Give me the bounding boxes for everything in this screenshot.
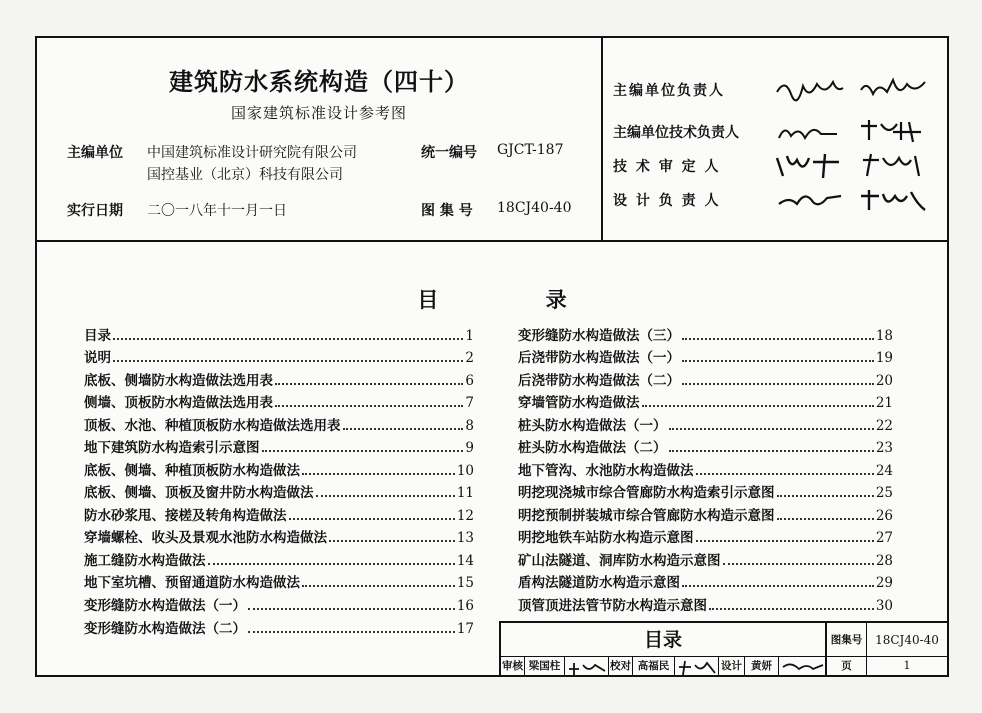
leader-dots xyxy=(262,440,464,452)
toc-entry-name: 说明 xyxy=(84,350,111,366)
editor-unit-label: 主编单位 xyxy=(67,145,123,161)
leader-dots xyxy=(329,530,455,542)
toc-entry[interactable] xyxy=(84,594,474,614)
leader-dots xyxy=(669,418,874,430)
reviewer-label: 审核 xyxy=(501,657,525,677)
toc-entry[interactable] xyxy=(518,549,893,569)
leader-dots xyxy=(723,553,874,565)
toc-entry[interactable] xyxy=(84,391,474,411)
leader-dots xyxy=(696,463,874,475)
toc-entry-page: 2 xyxy=(465,350,474,366)
editor-unit-line2: 国控基业（北京）科技有限公司 xyxy=(147,167,343,183)
toc-entry-name: 桩头防水构造做法（一） xyxy=(518,418,667,434)
leader-dots xyxy=(248,598,455,610)
toc-entry-name: 顶板、水池、种植顶板防水构造做法选用表 xyxy=(84,418,341,434)
checker-signature xyxy=(675,657,719,677)
leader-dots xyxy=(682,373,874,385)
toc-entry[interactable] xyxy=(84,459,474,479)
toc-entry-name: 防水砂浆甩、接槎及转角构造做法 xyxy=(84,508,287,524)
approval-row xyxy=(613,150,943,180)
toc-entry-page: 26 xyxy=(875,508,893,524)
leader-dots xyxy=(642,395,874,407)
toc-entry-name: 变形缝防水构造做法（三） xyxy=(518,328,680,344)
toc-entry-page: 15 xyxy=(456,575,474,591)
atlas-number: 18CJ40-40 xyxy=(497,200,572,216)
toc-entry[interactable] xyxy=(518,436,893,456)
toc-entry-name: 底板、侧墙防水构造做法选用表 xyxy=(84,373,273,389)
toc-entry[interactable] xyxy=(84,324,474,344)
toc-entry[interactable] xyxy=(518,414,893,434)
toc-entry-name: 穿墙螺栓、收头及景观水池防水构造做法 xyxy=(84,530,327,546)
leader-dots xyxy=(777,508,874,520)
toc-entry-name: 底板、侧墙、顶板及窗井防水构造做法 xyxy=(84,485,314,501)
leader-dots xyxy=(113,328,463,340)
approval-role: 主编单位负责人 xyxy=(613,83,725,99)
title-block xyxy=(499,621,947,677)
designer-name: 黄妍 xyxy=(745,657,779,677)
toc-entry-page: 6 xyxy=(465,373,474,389)
header xyxy=(37,38,947,242)
leader-dots xyxy=(682,575,874,587)
toc-entry-name: 变形缝防水构造做法（一） xyxy=(84,598,246,614)
atlas-subtitle: 国家建筑标准设计参考图 xyxy=(230,104,407,122)
toc-entry[interactable] xyxy=(84,414,474,434)
signature-image xyxy=(773,116,845,146)
approval-row xyxy=(613,116,943,146)
toc-entry-page: 13 xyxy=(456,530,474,546)
leader-dots xyxy=(289,508,455,520)
toc-entry[interactable] xyxy=(518,369,893,389)
toc-entry[interactable] xyxy=(84,617,474,637)
toc-entry-page: 8 xyxy=(465,418,474,434)
toc-entry-page: 14 xyxy=(456,553,474,569)
toc-entry-page: 1 xyxy=(465,328,474,344)
toc-entry-page: 20 xyxy=(875,373,893,389)
checker-name: 高福民 xyxy=(633,657,675,677)
toc-entry[interactable] xyxy=(84,571,474,591)
toc-entry-page: 21 xyxy=(875,395,893,411)
signature-image xyxy=(857,116,929,146)
atlas-number-cell: 18CJ40-40 xyxy=(867,623,947,657)
toc-entry[interactable] xyxy=(84,346,474,366)
toc-entry-page: 18 xyxy=(875,328,893,344)
atlas-label: 图集号 xyxy=(827,623,867,657)
leader-dots xyxy=(275,395,463,407)
toc-entry-page: 28 xyxy=(875,553,893,569)
toc-title: 目 录 xyxy=(417,288,617,312)
toc-entry[interactable] xyxy=(84,481,474,501)
toc-entry-page: 9 xyxy=(465,440,474,456)
toc-entry-page: 27 xyxy=(875,530,893,546)
toc-entry[interactable] xyxy=(518,504,893,524)
toc-entry-name: 地下管沟、水池防水构造做法 xyxy=(518,463,694,479)
approval-row xyxy=(613,184,943,214)
toc-entry-name: 地下建筑防水构造索引示意图 xyxy=(84,440,260,456)
toc-entry-name: 地下室坑槽、预留通道防水构造做法 xyxy=(84,575,300,591)
toc-entry-page: 16 xyxy=(456,598,474,614)
leader-dots xyxy=(696,530,874,542)
uniform-number-label: 统一编号 xyxy=(421,145,477,161)
leader-dots xyxy=(682,328,874,340)
leader-dots xyxy=(208,553,455,565)
toc-entry-name: 穿墙管防水构造做法 xyxy=(518,395,640,411)
toc-entry[interactable] xyxy=(518,481,893,501)
signature-image xyxy=(565,657,609,677)
toc-entry-name: 侧墙、顶板防水构造做法选用表 xyxy=(84,395,273,411)
leader-dots xyxy=(302,463,455,475)
toc-entry[interactable] xyxy=(84,369,474,389)
header-info xyxy=(37,38,603,240)
page-label: 页 xyxy=(827,657,867,677)
leader-dots xyxy=(669,440,874,452)
toc-entry-name: 目录 xyxy=(84,328,111,344)
checker-label: 校对 xyxy=(609,657,633,677)
signature-image xyxy=(857,150,929,180)
toc-entry-page: 29 xyxy=(875,575,893,591)
toc-entry-page: 7 xyxy=(465,395,474,411)
effective-date: 二〇一八年十一月一日 xyxy=(147,203,287,219)
signature-image xyxy=(773,184,845,214)
signature-image xyxy=(773,74,845,104)
reviewer-signature xyxy=(565,657,609,677)
toc-entry-name: 底板、侧墙、种植顶板防水构造做法 xyxy=(84,463,300,479)
toc-entry-page: 22 xyxy=(875,418,893,434)
signature-image xyxy=(675,657,719,677)
approval-role: 技 术 审 定 人 xyxy=(613,159,721,175)
toc-entry-page: 12 xyxy=(456,508,474,524)
toc-entry[interactable] xyxy=(518,324,893,344)
toc-entry[interactable] xyxy=(84,504,474,524)
toc-entry[interactable] xyxy=(84,549,474,569)
atlas-number-label: 图 集 号 xyxy=(421,203,473,219)
toc-entry-name: 顶管顶进法管节防水构造示意图 xyxy=(518,598,707,614)
toc-entry-name: 桩头防水构造做法（二） xyxy=(518,440,667,456)
leader-dots xyxy=(302,575,455,587)
toc-entry-page: 24 xyxy=(875,463,893,479)
toc-entry-name: 后浇带防水构造做法（一） xyxy=(518,350,680,366)
toc-entry-name: 明挖现浇城市综合管廊防水构造索引示意图 xyxy=(518,485,775,501)
toc-entry[interactable] xyxy=(518,571,893,591)
toc-entry[interactable] xyxy=(518,391,893,411)
signature-image xyxy=(857,74,929,104)
toc-entry-page: 10 xyxy=(456,463,474,479)
leader-dots xyxy=(777,485,874,497)
uniform-number: GJCT-187 xyxy=(497,142,564,158)
leader-dots xyxy=(316,485,455,497)
approvals-panel xyxy=(603,38,947,240)
toc-entry[interactable] xyxy=(518,459,893,479)
toc-entry-page: 11 xyxy=(456,485,474,501)
leader-dots xyxy=(248,621,455,633)
atlas-title: 建筑防水系统构造（四十） xyxy=(169,67,469,96)
toc-entry-page: 25 xyxy=(875,485,893,501)
approval-row xyxy=(613,74,943,104)
toc-entry[interactable] xyxy=(84,526,474,546)
effective-date-label: 实行日期 xyxy=(67,203,123,219)
sheet-title: 目录 xyxy=(501,623,827,657)
toc-entry-page: 23 xyxy=(875,440,893,456)
editor-unit-line1: 中国建筑标准设计研究院有限公司 xyxy=(147,145,357,161)
toc-entry-name: 矿山法隧道、洞库防水构造示意图 xyxy=(518,553,721,569)
toc-entry-page: 19 xyxy=(875,350,893,366)
toc-entry-page: 30 xyxy=(875,598,893,614)
toc-entry-name: 后浇带防水构造做法（二） xyxy=(518,373,680,389)
leader-dots xyxy=(275,373,463,385)
leader-dots xyxy=(709,598,874,610)
toc-entry-name: 施工缝防水构造做法 xyxy=(84,553,206,569)
page-number: 1 xyxy=(903,659,911,672)
toc-entry-name: 盾构法隧道防水构造示意图 xyxy=(518,575,680,591)
toc-entry[interactable] xyxy=(518,526,893,546)
toc-entry[interactable] xyxy=(518,594,893,614)
signature-image xyxy=(779,657,825,677)
reviewer-name: 梁国柱 xyxy=(525,657,565,677)
leader-dots xyxy=(113,350,463,362)
toc-entry-name: 明挖预制拼装城市综合管廊防水构造示意图 xyxy=(518,508,775,524)
toc-entry-name: 明挖地铁车站防水构造示意图 xyxy=(518,530,694,546)
approval-role: 设 计 负 责 人 xyxy=(613,193,721,209)
leader-dots xyxy=(343,418,464,430)
designer-label: 设计 xyxy=(719,657,745,677)
designer-signature xyxy=(779,657,827,677)
toc-entry[interactable] xyxy=(518,346,893,366)
toc-entry[interactable] xyxy=(84,436,474,456)
toc-entry-name: 变形缝防水构造做法（二） xyxy=(84,621,246,637)
approval-role: 主编单位技术负责人 xyxy=(613,125,739,141)
drawing-frame xyxy=(35,36,949,677)
signature-image xyxy=(773,150,845,180)
toc-entry-page: 17 xyxy=(456,621,474,637)
leader-dots xyxy=(682,350,874,362)
signature-image xyxy=(857,184,929,214)
